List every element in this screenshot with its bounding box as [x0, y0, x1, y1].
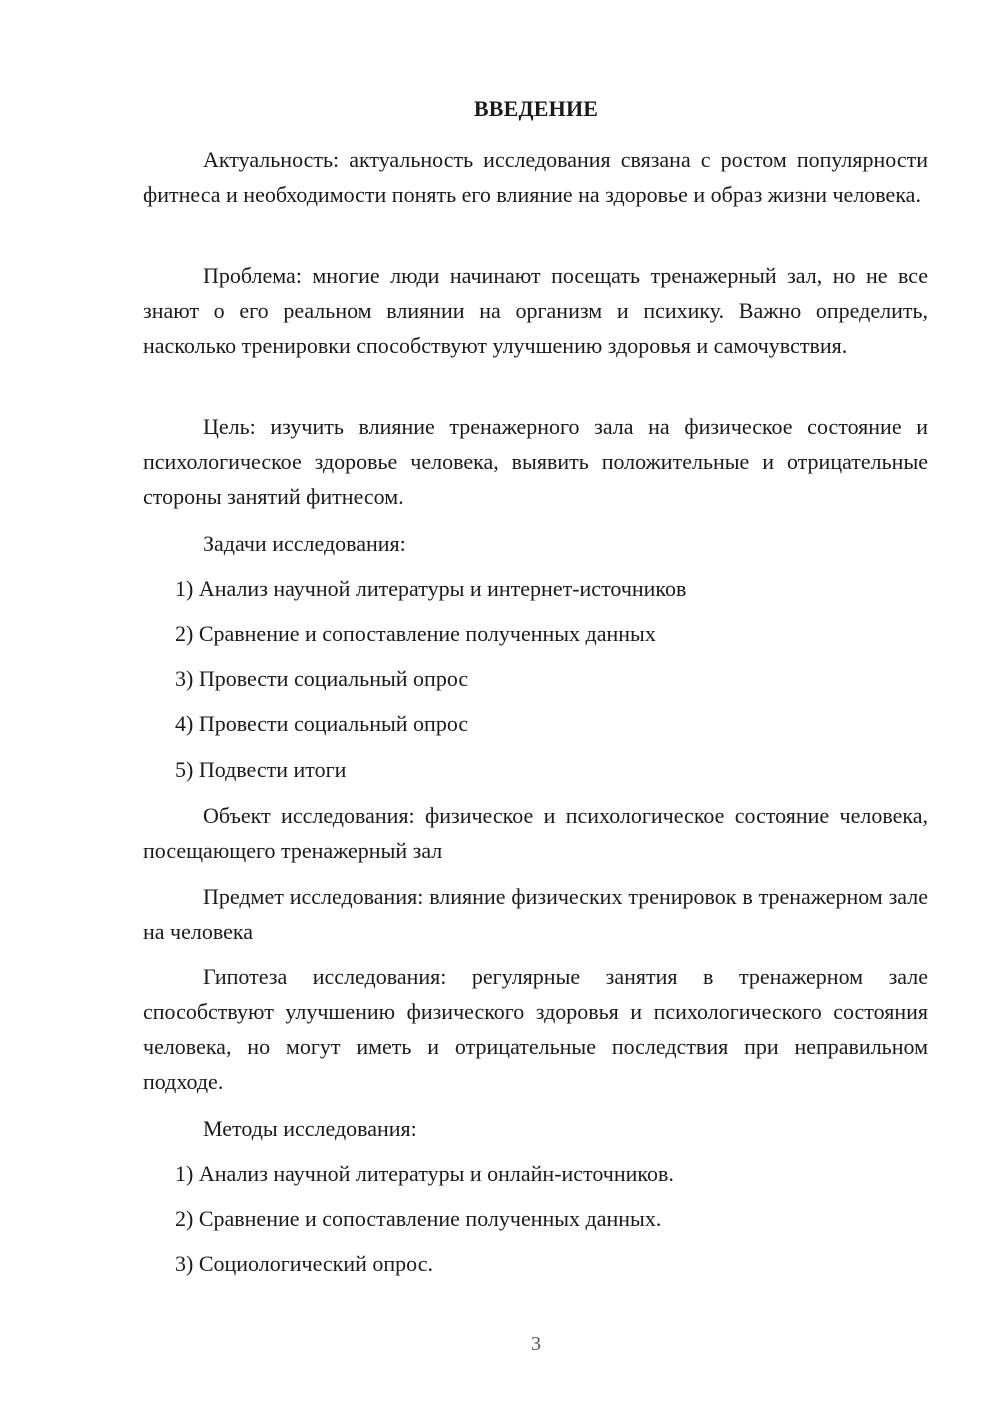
list-item: 2) Сравнение и сопоставление полученных данных. — [175, 1206, 662, 1231]
methods-heading-block — [143, 1111, 928, 1146]
problem-paragraph: Проблема: многие люди начинают посещать тренажерный зал, но не все знают о его реальном влиянии на организм и психику. Важно определить, насколько тренировки способствуют улучшению здоровья и самочувствия. — [143, 263, 928, 358]
tasks-list — [143, 661, 928, 696]
page-number: 3 — [531, 1333, 541, 1355]
problem-block — [143, 258, 928, 363]
hypothesis-paragraph: Гипотеза исследования: регулярные занятия в тренажерном зале способствуют улучшению физического здоровья и психологического состояния человека, но могут иметь и отрицательные последствия при неправильном подходе. — [143, 964, 928, 1094]
tasks-heading: Задачи исследования: — [203, 531, 406, 556]
list-item: 5) Подвести итоги — [175, 757, 347, 782]
goal-block — [143, 409, 928, 514]
list-item: 3) Провести социальный опрос — [175, 666, 469, 691]
object-paragraph: Объект исследования: физическое и психологическое состояние человека, посещающего тренажерный зал — [143, 803, 928, 863]
relevance-block — [143, 142, 928, 212]
list-item: 2) Сравнение и сопоставление полученных данных — [175, 621, 656, 646]
relevance-paragraph: Актуальность: актуальность исследования связана с ростом популярности фитнеса и необходимости понять его влияние на здоровье и образ жизни человека. — [143, 147, 928, 207]
page-title: ВВЕДЕНИЕ — [473, 96, 599, 121]
hypothesis-block — [143, 959, 928, 1099]
methods-list — [143, 1201, 928, 1236]
tasks-list — [143, 752, 928, 787]
subject-block — [143, 879, 928, 949]
methods-heading: Методы исследования: — [203, 1116, 417, 1141]
list-item: 3) Социологический опрос. — [175, 1251, 433, 1276]
object-block — [143, 798, 928, 868]
tasks-list — [143, 616, 928, 651]
subject-paragraph: Предмет исследования: влияние физических тренировок в тренажерном зале на человека — [143, 884, 928, 944]
methods-list — [143, 1246, 928, 1281]
goal-paragraph: Цель: изучить влияние тренажерного зала на физическое состояние и психологическое здоровье человека, выявить положительные и отрицательные стороны занятий фитнесом. — [143, 414, 928, 509]
methods-list — [143, 1156, 928, 1191]
tasks-list — [143, 571, 928, 606]
list-item: 1) Анализ научной литературы и интернет-источников — [175, 576, 687, 601]
list-item: 4) Провести социальный опрос — [175, 711, 469, 736]
list-item: 1) Анализ научной литературы и онлайн-источников. — [175, 1161, 674, 1186]
tasks-list — [143, 706, 928, 741]
tasks-heading-block — [143, 526, 928, 561]
